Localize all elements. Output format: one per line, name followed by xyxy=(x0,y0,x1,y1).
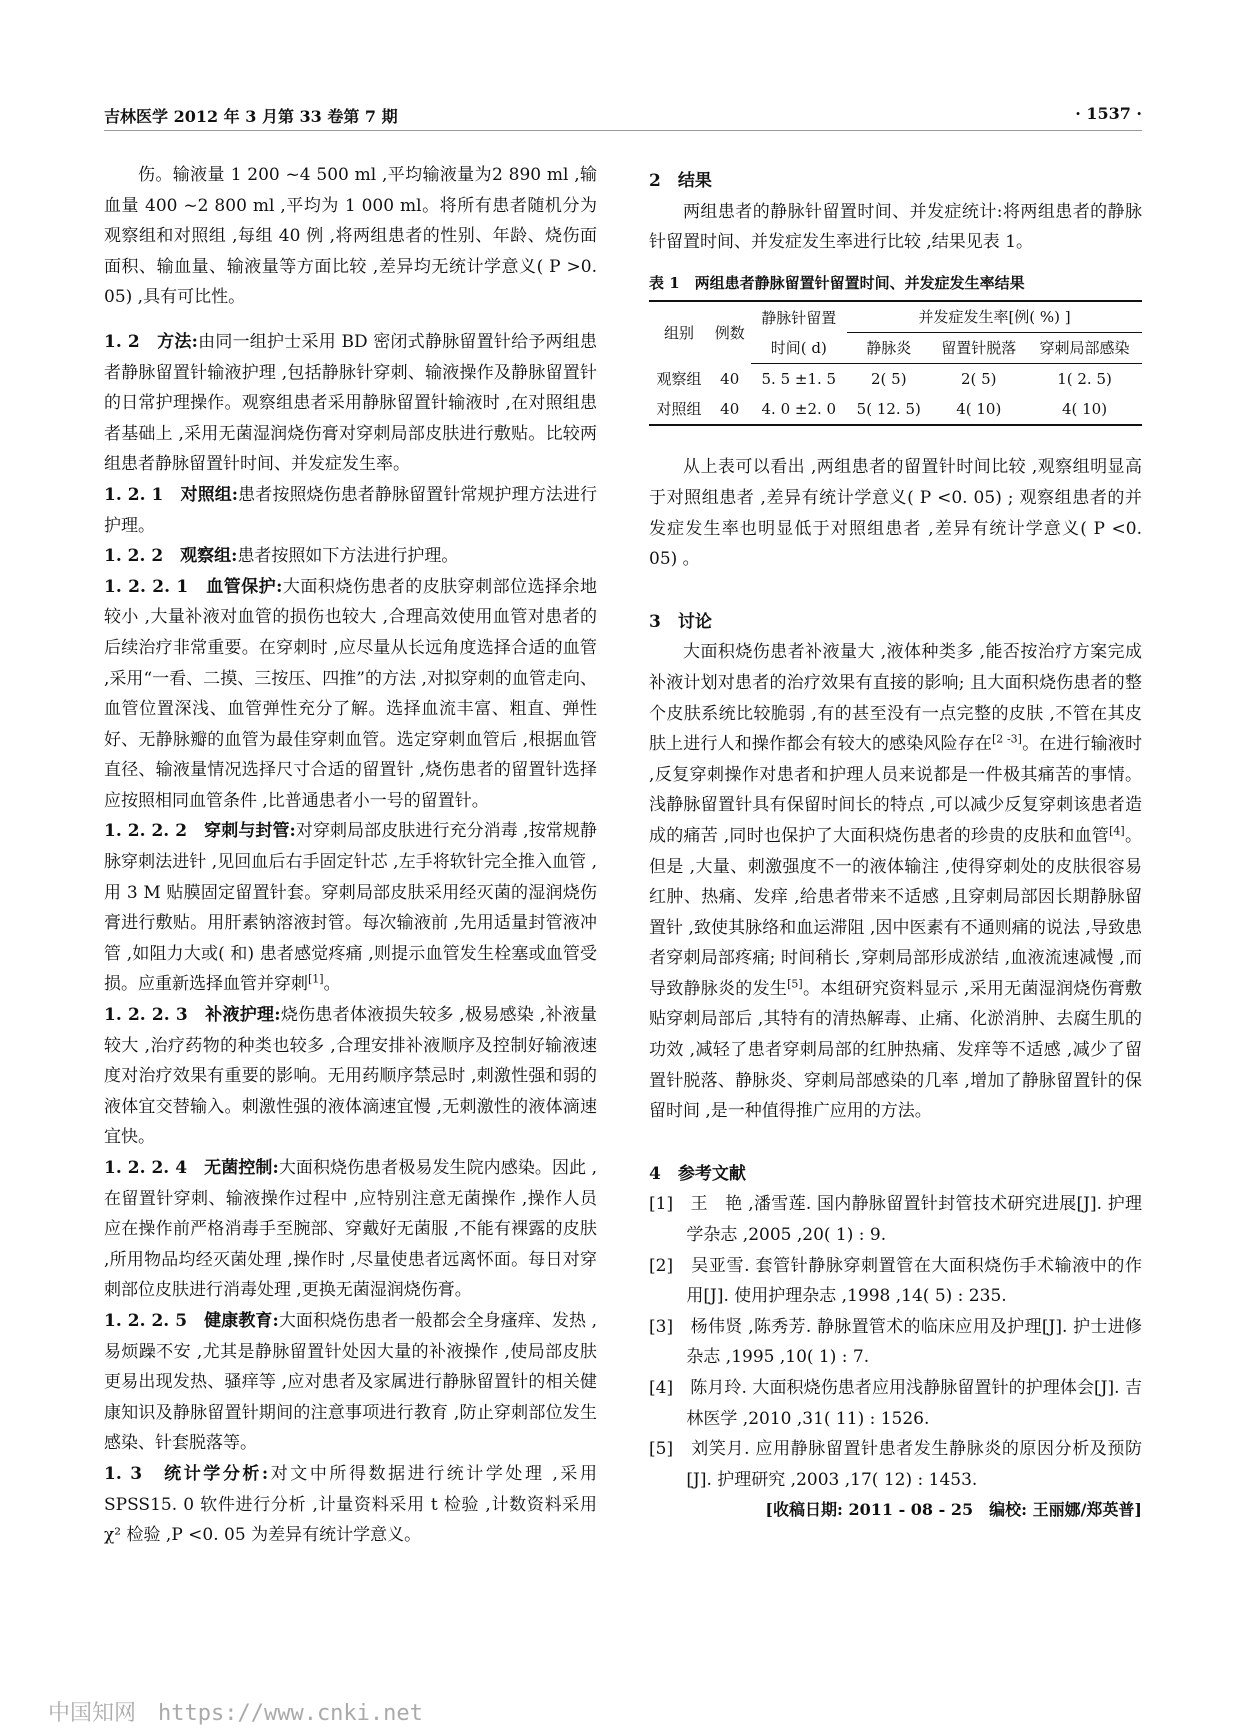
table-cell: 40 xyxy=(709,394,751,425)
reference-item: [3] 杨伟贤 ,陈秀芳. 静脉置管术的临床应用及护理[J]. 护士进修杂志 ,1995 ,10( 1) : 7. xyxy=(649,1316,1142,1368)
left-column xyxy=(104,160,597,1551)
citation: [5] xyxy=(787,977,803,991)
journal-name: 吉林医学 2012 年 3 月第 33 卷第 7 期 xyxy=(104,107,398,126)
section-heading: 1. 2. 2. 3 补液护理: xyxy=(104,1005,281,1026)
section-2-title: 2 结果 xyxy=(649,171,712,191)
table-cell: 4( 10) xyxy=(930,394,1027,425)
section-1-2-2-1 xyxy=(104,572,597,817)
section-heading: 1. 2. 2. 5 健康教育: xyxy=(104,1310,279,1331)
section-text: 大面积烧伤患者极易发生院内感染。因此 ,在留置针穿刺、输液操作过程中 ,应特别注意无菌操作 ,操作人员应在操作前严格消毒手至腕部、穿戴好无菌服 ,不能有裸露的皮肤 ,所用物品均经灭菌处理 ,操作时 ,尽量使患者远离怀面。每日对穿刺部位皮肤进行消毒处理 ,更换无菌湿润烧伤膏。 xyxy=(104,1158,597,1301)
table-header: 穿刺局部感染 xyxy=(1027,333,1142,364)
table-header: 静脉针留置 xyxy=(751,301,848,333)
page-number: · 1537 · xyxy=(1075,104,1142,123)
table-cell: 5( 12. 5) xyxy=(847,394,930,425)
section-1-2-2-3 xyxy=(104,1000,597,1153)
section-4-title: 4 参考文献 xyxy=(649,1163,746,1184)
section-heading: 1. 2. 2 观察组: xyxy=(104,546,238,567)
section-heading: 1. 2. 2. 2 穿刺与封管: xyxy=(104,821,296,842)
table-header: 时间( d) xyxy=(751,333,848,364)
section-1-2-2-2 xyxy=(104,816,597,1000)
table-caption: 表 1 两组患者静脉留置针留置时间、并发症发生率结果 xyxy=(649,273,1025,292)
page-header xyxy=(104,104,1142,131)
reference-item: [4] 陈月玲. 大面积烧伤患者应用浅静脉留置针的护理体会[J]. 吉林医学 ,2010 ,31( 11) : 1526. xyxy=(649,1378,1142,1429)
section-text-end: 。 xyxy=(323,974,341,995)
received-date: [收稿日期: 2011 - 08 - 25 编校: 王丽娜/郑英普] xyxy=(765,1500,1142,1520)
reference-item: [2] 吴亚雪. 套管针静脉穿刺置管在大面积烧伤手术输液中的作用[J]. 使用护理杂志 ,1998 ,14( 5) : 235. xyxy=(649,1255,1142,1307)
table-cell: 4( 10) xyxy=(1027,394,1142,425)
citation: [2 -3] xyxy=(992,732,1022,746)
table-header: 组别 xyxy=(649,301,709,364)
table-cell: 5. 5 ±1. 5 xyxy=(761,370,837,389)
table-header: 并发症发生率[例( %) ] xyxy=(847,301,1142,333)
discussion-text: 。本组研究资料显示 ,采用无菌湿润烧伤膏敷贴穿刺局部后 ,其特有的清热解毒、止痛、化淤消肿、去腐生肌的功效 ,减轻了患者穿刺局部的红肿热痛、发痒等不适感 ,减少了留置针脱落、静脉炎、穿刺局部感染的几率 ,增加了静脉留置针的保留时间 ,是一种值得推广应用的方法。 xyxy=(649,978,1143,1122)
results-table xyxy=(649,300,1142,426)
section-text: 大面积烧伤患者一般都会全身瘙痒、发热 ,易烦躁不安 ,尤其是静脉留置针处因大量的补液操作 ,使局部皮肤更易出现发热、骚痒等 ,应对患者及家属进行静脉留置针的相关健康知识及静脉留置针期间的注意事项进行教育 ,防止穿刺部位发生感染、针套脱落等。 xyxy=(104,1310,597,1454)
table-cell: 1( 2. 5) xyxy=(1057,370,1112,389)
reference-item: [1] 王 艳 ,潘雪莲. 国内静脉留置针封管技术研究进展[J]. 护理学杂志 ,2005 ,20( 1) : 9. xyxy=(649,1194,1142,1246)
discussion-text: 大面积烧伤患者补液量大 ,液体种类多 ,能否按治疗方案完成补液计划对患者的治疗效果有直接的影响; 且大面积烧伤患者的整个皮肤系统比较脆弱 ,有的甚至没有一点完整的皮肤 ,不管在其皮肤上进行人和操作都会有较大的感染风险存在 xyxy=(649,642,1142,755)
citation: [1] xyxy=(308,972,324,986)
section-heading: 1. 2 方法: xyxy=(104,331,198,352)
table-cell: 对照组 xyxy=(649,394,709,425)
right-column xyxy=(649,160,1142,1526)
paragraph: 从上表可以看出 ,两组患者的留置针时间比较 ,观察组明显高于对照组患者 ,差异有统计学意义( P <0. 05) ; 观察组患者的并发症发生率也明显低于对照组患者 ,差异有统计学意义( P <0. 05) 。 xyxy=(649,457,1142,570)
reference-item: [5] 刘笑月. 应用静脉留置针患者发生静脉炎的原因分析及预防[J]. 护理研究 ,2003 ,17( 12) : 1453. xyxy=(649,1439,1142,1490)
table-cell: 观察组 xyxy=(656,370,702,389)
section-3-title: 3 讨论 xyxy=(649,611,712,632)
section-text: 患者按照烧伤患者静脉留置针常规护理方法进行护理。 xyxy=(104,484,597,536)
section-text: 由同一组护士采用 BD 密闭式静脉留置针给予两组患者静脉留置针输液护理 ,包括静脉针穿刺、输液操作及静脉留置针的日常护理操作。观察组患者采用静脉留置针输液时 ,在对照组患者基础上 ,采用无菌湿润烧伤膏对穿刺局部皮肤进行敷贴。比较两组患者静脉留置针时间、并发症发生率。 xyxy=(104,331,597,475)
section-heading: 1. 2. 1 对照组: xyxy=(104,484,239,505)
table-cell: 40 xyxy=(720,370,740,389)
table-row xyxy=(649,364,1142,395)
table-header: 例数 xyxy=(709,301,751,364)
section-text: 烧伤患者体液损失较多 ,极易感染 ,补液量较大 ,治疗药物的种类也较多 ,合理安排补液顺序及控制好输液速度对治疗效果有重要的影响。无用药顺序禁忌时 ,刺激性强和弱的液体宜交替输入。刺激性强的液体滴速宜慢 ,无刺激性的液体滴速宜快。 xyxy=(104,1005,597,1148)
section-text: 对穿刺局部皮肤进行充分消毒 ,按常规静脉穿刺法进针 ,见回血后右手固定针芯 ,左手将软针完全推入血管 ,用 3 M 贴膜固定留置针套。穿刺局部皮肤采用经灭菌的湿润烧伤膏进行敷贴。用肝素钠溶液封管。每次输液前 ,先用适量封管液冲管 ,如阻力大或( 和) 患者感觉疼痛 ,则提示血管发生栓塞或血管受损。应重新选择血管并穿刺 xyxy=(104,821,597,995)
section-1-2-2-4 xyxy=(104,1153,597,1306)
table-header: 静脉炎 xyxy=(847,333,930,364)
table-cell: 4. 0 ±2. 0 xyxy=(751,394,848,425)
section-1-3 xyxy=(104,1459,597,1551)
table-cell: 2( 5) xyxy=(870,370,907,389)
cnki-watermark: 中国知网 https://www.cnki.net xyxy=(48,1701,423,1726)
citation: [4] xyxy=(1109,824,1125,838)
paragraph: 伤。输液量 1 200 ~4 500 ml ,平均输液量为2 890 ml ,输血量 400 ~2 800 ml ,平均为 1 000 ml。将所有患者随机分为观察组和对照组 ,每组 40 例 ,将两组患者的性别、年龄、烧伤面面积、输血量、输液量等方面比较 ,差异均无统计学意义( P >0. 05) ,具有可比性。 xyxy=(104,165,597,308)
section-heading: 1. 2. 2. 1 血管保护: xyxy=(104,576,283,597)
section-heading: 1. 3 统计学分析: xyxy=(104,1463,269,1484)
section-1-2-2 xyxy=(104,541,597,572)
table-row xyxy=(649,394,1142,425)
table-cell: 2( 5) xyxy=(960,370,997,389)
discussion-paragraph xyxy=(649,637,1142,1127)
discussion-text: 。在进行输液时 ,反复穿刺操作对患者和护理人员来说都是一件极其痛苦的事情。浅静脉留置针具有保留时间长的特点 ,可以减少反复穿刺该患者造成的痛苦 ,同时也保护了大面积烧伤患者的珍贵的皮肤和血管 xyxy=(649,734,1143,846)
table-header: 留置针脱落 xyxy=(930,333,1027,364)
section-heading: 1. 2. 2. 4 无菌控制: xyxy=(104,1158,279,1178)
section-1-2-1 xyxy=(104,480,597,541)
section-1-2-2-5 xyxy=(104,1306,597,1459)
discussion-text: 。但是 ,大量、刺激强度不一的液体输注 ,使得穿刺处的皮肤很容易红肿、热痛、发痒 ,给患者带来不适感 ,且穿刺局部因长期静脉留置针 ,致使其脉络和血运滞阻 ,因中医素有不通则痛的说法 ,导致患者穿刺局部疼痛; 时间稍长 ,穿刺局部形成淤结 ,血液流速减慢 ,而导致静脉炎的发生 xyxy=(649,825,1142,999)
section-text: 大面积烧伤患者的皮肤穿刺部位选择余地较小 ,大量补液对血管的损伤也较大 ,合理高效使用血管对患者的后续治疗非常重要。在穿刺时 ,应尽量从长远角度选择合适的血管 ,采用“一看、二摸、三按压、四推”的方法 ,对拟穿刺的血管走向、血管位置深浅、血管弹性充分了解。选择血流丰富、粗直、弹性好、无静脉瓣的血管为最佳穿刺血管。选定穿刺血管后 ,根据血管直径、输液量情况选择尺寸合适的留置针 ,烧伤患者的留置针选择应按照相同血管条件 ,比普通患者小一号的留置针。 xyxy=(104,576,597,811)
paragraph: 两组患者的静脉针留置时间、并发症统计:将两组患者的静脉针留置时间、并发症发生率进行比较 ,结果见表 1。 xyxy=(649,201,1142,253)
section-1-2 xyxy=(104,327,597,480)
section-text: 患者按照如下方法进行护理。 xyxy=(237,546,459,567)
section-text: 对文中所得数据进行统计学处理 ,采用 SPSS15. 0 软件进行分析 ,计量资料采用 t 检验 ,计数资料采用 χ² 检验 ,P <0. 05 为差异有统计学意义。 xyxy=(104,1463,597,1546)
